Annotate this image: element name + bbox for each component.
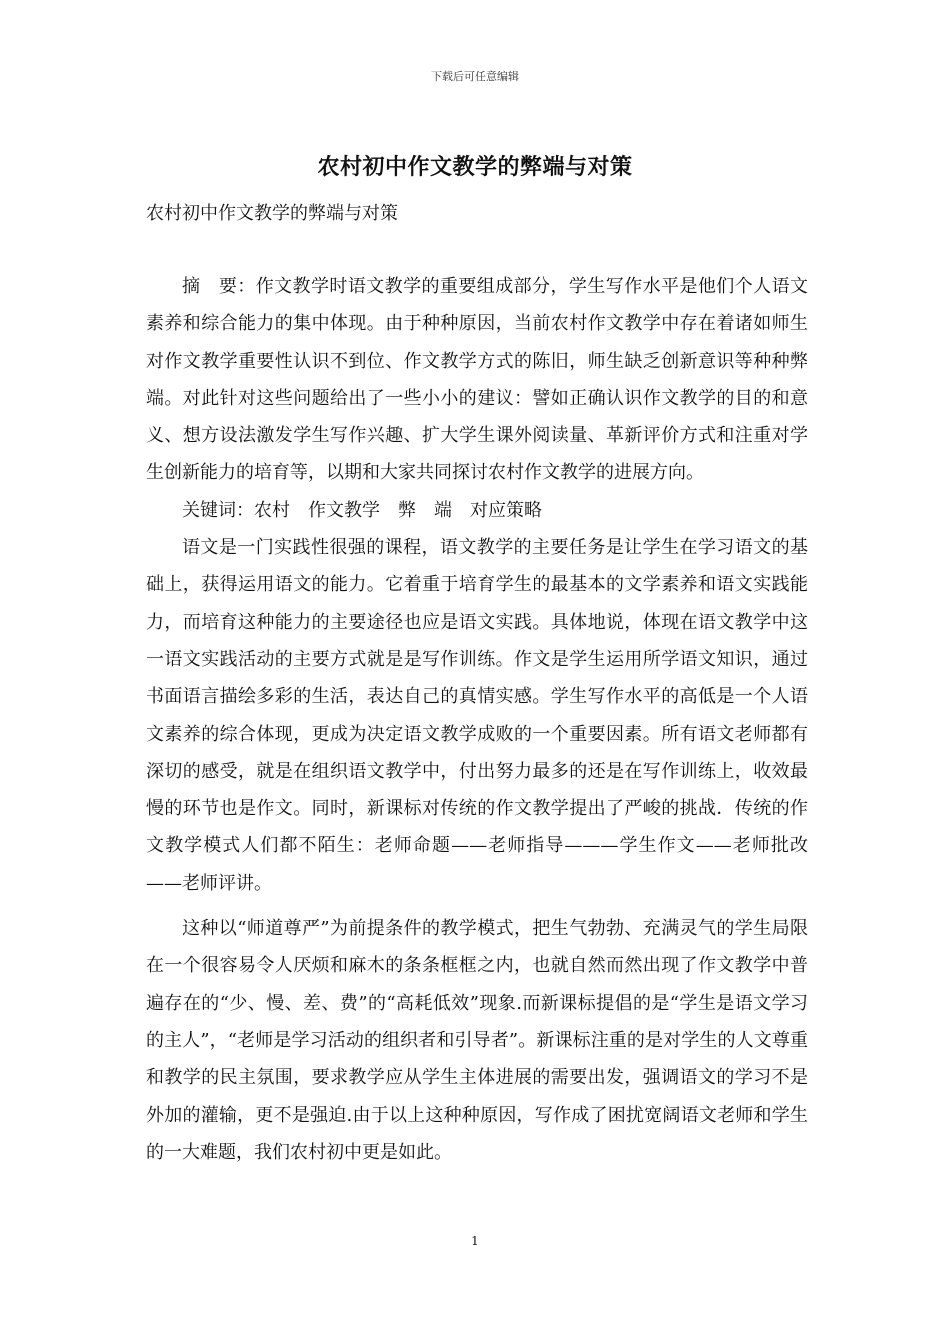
header-note: 下载后可任意编辑 — [431, 70, 519, 83]
page-number: 1 — [471, 1234, 479, 1248]
body-paragraph: 语文是一门实践性很强的课程，语文教学的主要任务是让学生在学习语文的基础上，获得运用语文的能力。它着重于培育学生的最基本的文学素养和语文实践能力，而培育这种能力的主要途径也应是语文实践。具体地说，体现在语文教学中这一语文实践活动的主要方式就是是写作训练。作文是学生运用所学语文知识，通过书面语言描绘多彩的生活，表达自己的真情实感。学生写作水平的高低是一个人语文素养的综合体现，更成为决定语文教学成败的一个重要因素。所有语文老师都有深切的感受，就是在组织语文教学中，付出努力最多的还是在写作训练上，收效最慢的环节也是作文。同时，新课标对传统的作文教学提出了严峻的挑战．传统的作文教学模式人们都不陌生：老师命题——老师指导———学生作文——老师批改——老师评讲。 — [146, 537, 808, 894]
document-title: 农村初中作文教学的弊端与对策 — [317, 154, 633, 180]
document-subtitle: 农村初中作文教学的弊端与对策 — [146, 203, 398, 224]
document-body — [146, 268, 808, 1171]
abstract-paragraph: 摘 要：作文教学时语文教学的重要组成部分，学生写作水平是他们个人语文素养和综合能力的集中体现。由于种种原因，当前农村作文教学中存在着诸如师生对作文教学重要性认识不到位、作文教学方式的陈旧，师生缺乏创新意识等种种弊端。对此针对这些问题给出了一些小小的建议：譬如正确认识作文教学的目的和意义、想方设法激发学生写作兴趣、扩大学生课外阅读量、革新评价方式和注重对学生创新能力的培育等，以期和大家共同探讨农村作文教学的进展方向。 — [146, 276, 808, 484]
body-paragraph: 这种以“师道尊严”为前提条件的教学模式，把生气勃勃、充满灵气的学生局限在一个很容易令人厌烦和麻木的条条框框之内，也就自然而然出现了作文教学中普遍存在的“少、慢、差、费”的“高耗低效”现象.而新课标提倡的是“学生是语文学习的主人”，“老师是学习活动的组织者和引导者”。新课标注重的是对学生的人文尊重和教学的民主氛围，要求教学应从学生主体进展的需要出发，强调语文的学习不是外加的灌输，更不是强迫.由于以上这种种原因，写作成了困扰宽阔语文老师和学生的一大难题，我们农村初中更是如此。 — [146, 918, 808, 1163]
keywords-paragraph: 关键词：农村 作文教学 弊 端 对应策略 — [182, 499, 542, 521]
